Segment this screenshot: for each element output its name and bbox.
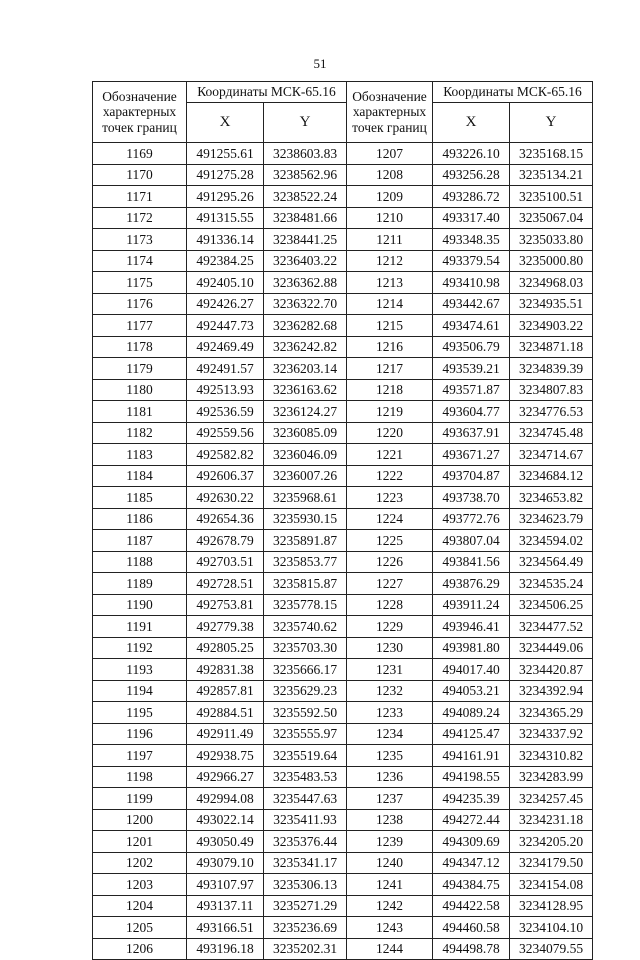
right-coord-x-cell: 494017.40: [433, 659, 510, 681]
left-coord-x-cell: 492805.25: [187, 637, 264, 659]
left-point-id-cell: 1172: [93, 207, 187, 229]
left-coord-x-cell: 492728.51: [187, 573, 264, 595]
right-coord-x-cell: 493256.28: [433, 164, 510, 186]
right-coord-y-cell: 3235134.21: [510, 164, 593, 186]
table-row: [93, 272, 593, 294]
left-coord-y-cell: 3236046.09: [264, 444, 347, 466]
right-point-id-cell: 1213: [347, 272, 433, 294]
right-coord-y-cell: 3234594.02: [510, 530, 593, 552]
right-coord-x-cell: 494498.78: [433, 938, 510, 960]
right-coord-y-cell: 3235067.04: [510, 207, 593, 229]
table-row: [93, 551, 593, 573]
table-row: [93, 616, 593, 638]
right-coord-x-cell: 494235.39: [433, 788, 510, 810]
left-point-id-cell: 1205: [93, 917, 187, 939]
right-point-id-cell: 1244: [347, 938, 433, 960]
table-row: [93, 444, 593, 466]
table-row: [93, 852, 593, 874]
table-row: [93, 788, 593, 810]
table-row: [93, 250, 593, 272]
right-point-id-cell: 1234: [347, 723, 433, 745]
header-x-left: X: [187, 103, 264, 143]
right-coord-y-cell: 3234392.94: [510, 680, 593, 702]
right-point-id-cell: 1228: [347, 594, 433, 616]
left-coord-x-cell: 492513.93: [187, 379, 264, 401]
right-point-id-cell: 1241: [347, 874, 433, 896]
left-coord-y-cell: 3235853.77: [264, 551, 347, 573]
right-coord-y-cell: 3234257.45: [510, 788, 593, 810]
left-coord-y-cell: 3236403.22: [264, 250, 347, 272]
right-coord-x-cell: 494272.44: [433, 809, 510, 831]
right-point-id-cell: 1219: [347, 401, 433, 423]
header-y-left: Y: [264, 103, 347, 143]
left-coord-x-cell: 493079.10: [187, 852, 264, 874]
left-point-id-cell: 1190: [93, 594, 187, 616]
right-coord-x-cell: 493571.87: [433, 379, 510, 401]
left-point-id-cell: 1200: [93, 809, 187, 831]
left-coord-x-cell: 492426.27: [187, 293, 264, 315]
table-row: [93, 809, 593, 831]
right-point-id-cell: 1238: [347, 809, 433, 831]
right-coord-x-cell: 494125.47: [433, 723, 510, 745]
header-designation-line: точек границ: [352, 119, 427, 135]
right-coord-y-cell: 3234310.82: [510, 745, 593, 767]
left-point-id-cell: 1179: [93, 358, 187, 380]
left-coord-x-cell: 493137.11: [187, 895, 264, 917]
right-coord-y-cell: 3234128.95: [510, 895, 593, 917]
table-row: [93, 315, 593, 337]
left-coord-y-cell: 3236163.62: [264, 379, 347, 401]
left-coord-x-cell: 493166.51: [187, 917, 264, 939]
left-coord-y-cell: 3235483.53: [264, 766, 347, 788]
table-row: [93, 465, 593, 487]
left-point-id-cell: 1177: [93, 315, 187, 337]
right-coord-y-cell: 3234079.55: [510, 938, 593, 960]
right-coord-x-cell: 493379.54: [433, 250, 510, 272]
right-coord-x-cell: 493226.10: [433, 143, 510, 165]
right-point-id-cell: 1235: [347, 745, 433, 767]
right-coord-y-cell: 3235168.15: [510, 143, 593, 165]
right-coord-x-cell: 493604.77: [433, 401, 510, 423]
page-number: 51: [313, 56, 327, 71]
left-coord-y-cell: 3238562.96: [264, 164, 347, 186]
right-point-id-cell: 1222: [347, 465, 433, 487]
left-coord-x-cell: 492384.25: [187, 250, 264, 272]
header-designation-line: характерных: [352, 104, 427, 120]
left-coord-y-cell: 3236282.68: [264, 315, 347, 337]
right-point-id-cell: 1242: [347, 895, 433, 917]
right-coord-x-cell: 494089.24: [433, 702, 510, 724]
left-point-id-cell: 1193: [93, 659, 187, 681]
left-coord-x-cell: 492753.81: [187, 594, 264, 616]
left-coord-x-cell: 493196.18: [187, 938, 264, 960]
right-coord-y-cell: 3234477.52: [510, 616, 593, 638]
right-coord-x-cell: 493410.98: [433, 272, 510, 294]
left-coord-x-cell: 491336.14: [187, 229, 264, 251]
table-row: [93, 401, 593, 423]
table-row: [93, 831, 593, 853]
left-coord-x-cell: 493107.97: [187, 874, 264, 896]
left-point-id-cell: 1180: [93, 379, 187, 401]
right-coord-x-cell: 493317.40: [433, 207, 510, 229]
table-row: [93, 895, 593, 917]
right-coord-y-cell: 3234535.24: [510, 573, 593, 595]
left-coord-y-cell: 3235341.17: [264, 852, 347, 874]
left-point-id-cell: 1204: [93, 895, 187, 917]
left-coord-x-cell: 491275.28: [187, 164, 264, 186]
left-coord-x-cell: 492582.82: [187, 444, 264, 466]
left-coord-y-cell: 3235930.15: [264, 508, 347, 530]
left-coord-y-cell: 3235447.63: [264, 788, 347, 810]
left-point-id-cell: 1184: [93, 465, 187, 487]
left-coord-y-cell: 3235891.87: [264, 530, 347, 552]
right-coord-x-cell: 493286.72: [433, 186, 510, 208]
table-row: [93, 702, 593, 724]
left-coord-y-cell: 3236203.14: [264, 358, 347, 380]
left-coord-y-cell: 3238522.24: [264, 186, 347, 208]
right-point-id-cell: 1224: [347, 508, 433, 530]
left-point-id-cell: 1185: [93, 487, 187, 509]
right-coord-x-cell: 493946.41: [433, 616, 510, 638]
left-coord-x-cell: 492654.36: [187, 508, 264, 530]
right-coord-y-cell: 3234903.22: [510, 315, 593, 337]
left-coord-y-cell: 3235815.87: [264, 573, 347, 595]
table-row: [93, 745, 593, 767]
left-point-id-cell: 1194: [93, 680, 187, 702]
left-coord-x-cell: 492678.79: [187, 530, 264, 552]
left-point-id-cell: 1198: [93, 766, 187, 788]
right-point-id-cell: 1209: [347, 186, 433, 208]
left-coord-y-cell: 3238441.25: [264, 229, 347, 251]
table-row: [93, 379, 593, 401]
left-point-id-cell: 1170: [93, 164, 187, 186]
right-coord-y-cell: 3234564.49: [510, 551, 593, 573]
coordinates-table: [92, 81, 593, 960]
left-point-id-cell: 1169: [93, 143, 187, 165]
left-coord-x-cell: 491295.26: [187, 186, 264, 208]
left-coord-x-cell: 492966.27: [187, 766, 264, 788]
table-row: [93, 938, 593, 960]
right-point-id-cell: 1220: [347, 422, 433, 444]
left-coord-y-cell: 3235778.15: [264, 594, 347, 616]
left-coord-y-cell: 3235519.64: [264, 745, 347, 767]
right-point-id-cell: 1233: [347, 702, 433, 724]
left-coord-x-cell: 492447.73: [187, 315, 264, 337]
right-coord-x-cell: 494309.69: [433, 831, 510, 853]
right-coord-x-cell: 493772.76: [433, 508, 510, 530]
table-row: [93, 723, 593, 745]
left-point-id-cell: 1202: [93, 852, 187, 874]
table-row: [93, 336, 593, 358]
right-coord-x-cell: 494384.75: [433, 874, 510, 896]
right-coord-y-cell: 3234179.50: [510, 852, 593, 874]
left-point-id-cell: 1203: [93, 874, 187, 896]
right-point-id-cell: 1232: [347, 680, 433, 702]
left-point-id-cell: 1199: [93, 788, 187, 810]
left-coord-x-cell: 492405.10: [187, 272, 264, 294]
right-point-id-cell: 1225: [347, 530, 433, 552]
right-coord-x-cell: 493539.21: [433, 358, 510, 380]
left-point-id-cell: 1196: [93, 723, 187, 745]
left-coord-y-cell: 3236007.26: [264, 465, 347, 487]
right-coord-x-cell: 493474.61: [433, 315, 510, 337]
left-coord-x-cell: 492559.56: [187, 422, 264, 444]
table-row: [93, 874, 593, 896]
left-coord-y-cell: 3235555.97: [264, 723, 347, 745]
left-coord-y-cell: 3236124.27: [264, 401, 347, 423]
left-coord-x-cell: 491315.55: [187, 207, 264, 229]
right-coord-x-cell: 494347.12: [433, 852, 510, 874]
left-coord-y-cell: 3236242.82: [264, 336, 347, 358]
right-coord-y-cell: 3234968.03: [510, 272, 593, 294]
right-coord-y-cell: 3234807.83: [510, 379, 593, 401]
right-coord-x-cell: 493738.70: [433, 487, 510, 509]
left-point-id-cell: 1206: [93, 938, 187, 960]
table-row: [93, 573, 593, 595]
right-coord-y-cell: 3234154.08: [510, 874, 593, 896]
left-point-id-cell: 1201: [93, 831, 187, 853]
left-point-id-cell: 1187: [93, 530, 187, 552]
left-coord-x-cell: 492491.57: [187, 358, 264, 380]
right-coord-x-cell: 494198.55: [433, 766, 510, 788]
right-coord-x-cell: 493671.27: [433, 444, 510, 466]
header-coordinate-system-left: Координаты МСК-65.16: [187, 82, 347, 103]
right-coord-y-cell: 3234776.53: [510, 401, 593, 423]
left-point-id-cell: 1174: [93, 250, 187, 272]
left-point-id-cell: 1181: [93, 401, 187, 423]
left-coord-y-cell: 3235666.17: [264, 659, 347, 681]
left-coord-x-cell: 492630.22: [187, 487, 264, 509]
table-row: [93, 680, 593, 702]
left-coord-y-cell: 3235629.23: [264, 680, 347, 702]
header-designation-right: [347, 82, 433, 143]
header-x-right: X: [433, 103, 510, 143]
right-coord-y-cell: 3235033.80: [510, 229, 593, 251]
table-row: [93, 594, 593, 616]
table-row: [93, 508, 593, 530]
right-coord-y-cell: 3234231.18: [510, 809, 593, 831]
left-coord-y-cell: 3236362.88: [264, 272, 347, 294]
left-point-id-cell: 1189: [93, 573, 187, 595]
right-point-id-cell: 1216: [347, 336, 433, 358]
right-point-id-cell: 1208: [347, 164, 433, 186]
right-coord-x-cell: 493911.24: [433, 594, 510, 616]
right-coord-y-cell: 3234839.39: [510, 358, 593, 380]
left-coord-y-cell: 3235202.31: [264, 938, 347, 960]
right-point-id-cell: 1217: [347, 358, 433, 380]
left-coord-y-cell: 3235306.13: [264, 874, 347, 896]
right-point-id-cell: 1231: [347, 659, 433, 681]
left-coord-y-cell: 3235236.69: [264, 917, 347, 939]
table-row: [93, 487, 593, 509]
right-coord-x-cell: 494422.58: [433, 895, 510, 917]
right-coord-y-cell: 3234365.29: [510, 702, 593, 724]
table-row: [93, 637, 593, 659]
header-coordinate-system-right: Координаты МСК-65.16: [433, 82, 593, 103]
left-coord-x-cell: 492911.49: [187, 723, 264, 745]
table-row: [93, 186, 593, 208]
table-row: [93, 766, 593, 788]
right-coord-x-cell: 493704.87: [433, 465, 510, 487]
right-coord-y-cell: 3234420.87: [510, 659, 593, 681]
left-point-id-cell: 1195: [93, 702, 187, 724]
left-coord-y-cell: 3238481.66: [264, 207, 347, 229]
left-coord-x-cell: 492703.51: [187, 551, 264, 573]
table-row: [93, 207, 593, 229]
left-coord-x-cell: 492938.75: [187, 745, 264, 767]
right-coord-y-cell: 3234283.99: [510, 766, 593, 788]
right-coord-x-cell: 493981.80: [433, 637, 510, 659]
left-point-id-cell: 1178: [93, 336, 187, 358]
right-coord-y-cell: 3234205.20: [510, 831, 593, 853]
left-coord-x-cell: 493022.14: [187, 809, 264, 831]
left-point-id-cell: 1182: [93, 422, 187, 444]
right-point-id-cell: 1223: [347, 487, 433, 509]
right-coord-x-cell: 493876.29: [433, 573, 510, 595]
left-coord-x-cell: 492884.51: [187, 702, 264, 724]
right-coord-y-cell: 3235000.80: [510, 250, 593, 272]
header-designation-line: Обозначение: [102, 88, 177, 104]
right-point-id-cell: 1207: [347, 143, 433, 165]
right-point-id-cell: 1226: [347, 551, 433, 573]
left-coord-y-cell: 3235740.62: [264, 616, 347, 638]
left-coord-y-cell: 3236085.09: [264, 422, 347, 444]
left-point-id-cell: 1191: [93, 616, 187, 638]
left-point-id-cell: 1183: [93, 444, 187, 466]
right-coord-y-cell: 3234745.48: [510, 422, 593, 444]
right-coord-y-cell: 3234623.79: [510, 508, 593, 530]
table-row: [93, 422, 593, 444]
right-point-id-cell: 1237: [347, 788, 433, 810]
left-coord-y-cell: 3236322.70: [264, 293, 347, 315]
header-designation-line: точек границ: [102, 119, 177, 135]
table-row: [93, 358, 593, 380]
table-row: [93, 293, 593, 315]
table-row: [93, 659, 593, 681]
right-point-id-cell: 1211: [347, 229, 433, 251]
header-y-right: Y: [510, 103, 593, 143]
left-coord-x-cell: 493050.49: [187, 831, 264, 853]
left-coord-y-cell: 3235968.61: [264, 487, 347, 509]
right-coord-y-cell: 3234104.10: [510, 917, 593, 939]
left-coord-x-cell: 492536.59: [187, 401, 264, 423]
right-coord-x-cell: 493348.35: [433, 229, 510, 251]
right-coord-y-cell: 3234935.51: [510, 293, 593, 315]
right-coord-y-cell: 3234653.82: [510, 487, 593, 509]
table-header-row: [93, 82, 593, 103]
left-coord-x-cell: 491255.61: [187, 143, 264, 165]
header-designation-line: характерных: [102, 104, 177, 120]
left-coord-x-cell: 492831.38: [187, 659, 264, 681]
right-point-id-cell: 1210: [347, 207, 433, 229]
right-point-id-cell: 1215: [347, 315, 433, 337]
right-coord-y-cell: 3234337.92: [510, 723, 593, 745]
right-coord-y-cell: 3234714.67: [510, 444, 593, 466]
right-coord-y-cell: 3234684.12: [510, 465, 593, 487]
table-row: [93, 164, 593, 186]
left-coord-x-cell: 492994.08: [187, 788, 264, 810]
left-point-id-cell: 1197: [93, 745, 187, 767]
left-point-id-cell: 1175: [93, 272, 187, 294]
right-point-id-cell: 1227: [347, 573, 433, 595]
right-coord-y-cell: 3234871.18: [510, 336, 593, 358]
right-point-id-cell: 1214: [347, 293, 433, 315]
left-coord-y-cell: 3238603.83: [264, 143, 347, 165]
right-coord-x-cell: 493637.91: [433, 422, 510, 444]
right-coord-x-cell: 493841.56: [433, 551, 510, 573]
right-point-id-cell: 1240: [347, 852, 433, 874]
header-designation-left: [93, 82, 187, 143]
left-coord-x-cell: 492606.37: [187, 465, 264, 487]
right-coord-y-cell: 3234449.06: [510, 637, 593, 659]
left-coord-x-cell: 492857.81: [187, 680, 264, 702]
right-point-id-cell: 1243: [347, 917, 433, 939]
right-coord-x-cell: 494460.58: [433, 917, 510, 939]
right-coord-y-cell: 3234506.25: [510, 594, 593, 616]
table-body: [93, 143, 593, 960]
right-point-id-cell: 1230: [347, 637, 433, 659]
left-coord-y-cell: 3235271.29: [264, 895, 347, 917]
left-coord-y-cell: 3235411.93: [264, 809, 347, 831]
table-row: [93, 143, 593, 165]
right-point-id-cell: 1218: [347, 379, 433, 401]
left-point-id-cell: 1171: [93, 186, 187, 208]
right-coord-x-cell: 493506.79: [433, 336, 510, 358]
right-coord-y-cell: 3235100.51: [510, 186, 593, 208]
left-coord-x-cell: 492469.49: [187, 336, 264, 358]
left-point-id-cell: 1192: [93, 637, 187, 659]
table-row: [93, 229, 593, 251]
left-point-id-cell: 1188: [93, 551, 187, 573]
right-point-id-cell: 1236: [347, 766, 433, 788]
header-designation-line: Обозначение: [352, 88, 427, 104]
right-point-id-cell: 1221: [347, 444, 433, 466]
left-point-id-cell: 1173: [93, 229, 187, 251]
left-coord-y-cell: 3235376.44: [264, 831, 347, 853]
left-point-id-cell: 1176: [93, 293, 187, 315]
right-coord-x-cell: 494161.91: [433, 745, 510, 767]
left-coord-y-cell: 3235703.30: [264, 637, 347, 659]
right-point-id-cell: 1239: [347, 831, 433, 853]
left-coord-x-cell: 492779.38: [187, 616, 264, 638]
right-coord-x-cell: 494053.21: [433, 680, 510, 702]
table-row: [93, 530, 593, 552]
left-point-id-cell: 1186: [93, 508, 187, 530]
right-point-id-cell: 1229: [347, 616, 433, 638]
right-coord-x-cell: 493807.04: [433, 530, 510, 552]
left-coord-y-cell: 3235592.50: [264, 702, 347, 724]
right-coord-x-cell: 493442.67: [433, 293, 510, 315]
right-point-id-cell: 1212: [347, 250, 433, 272]
